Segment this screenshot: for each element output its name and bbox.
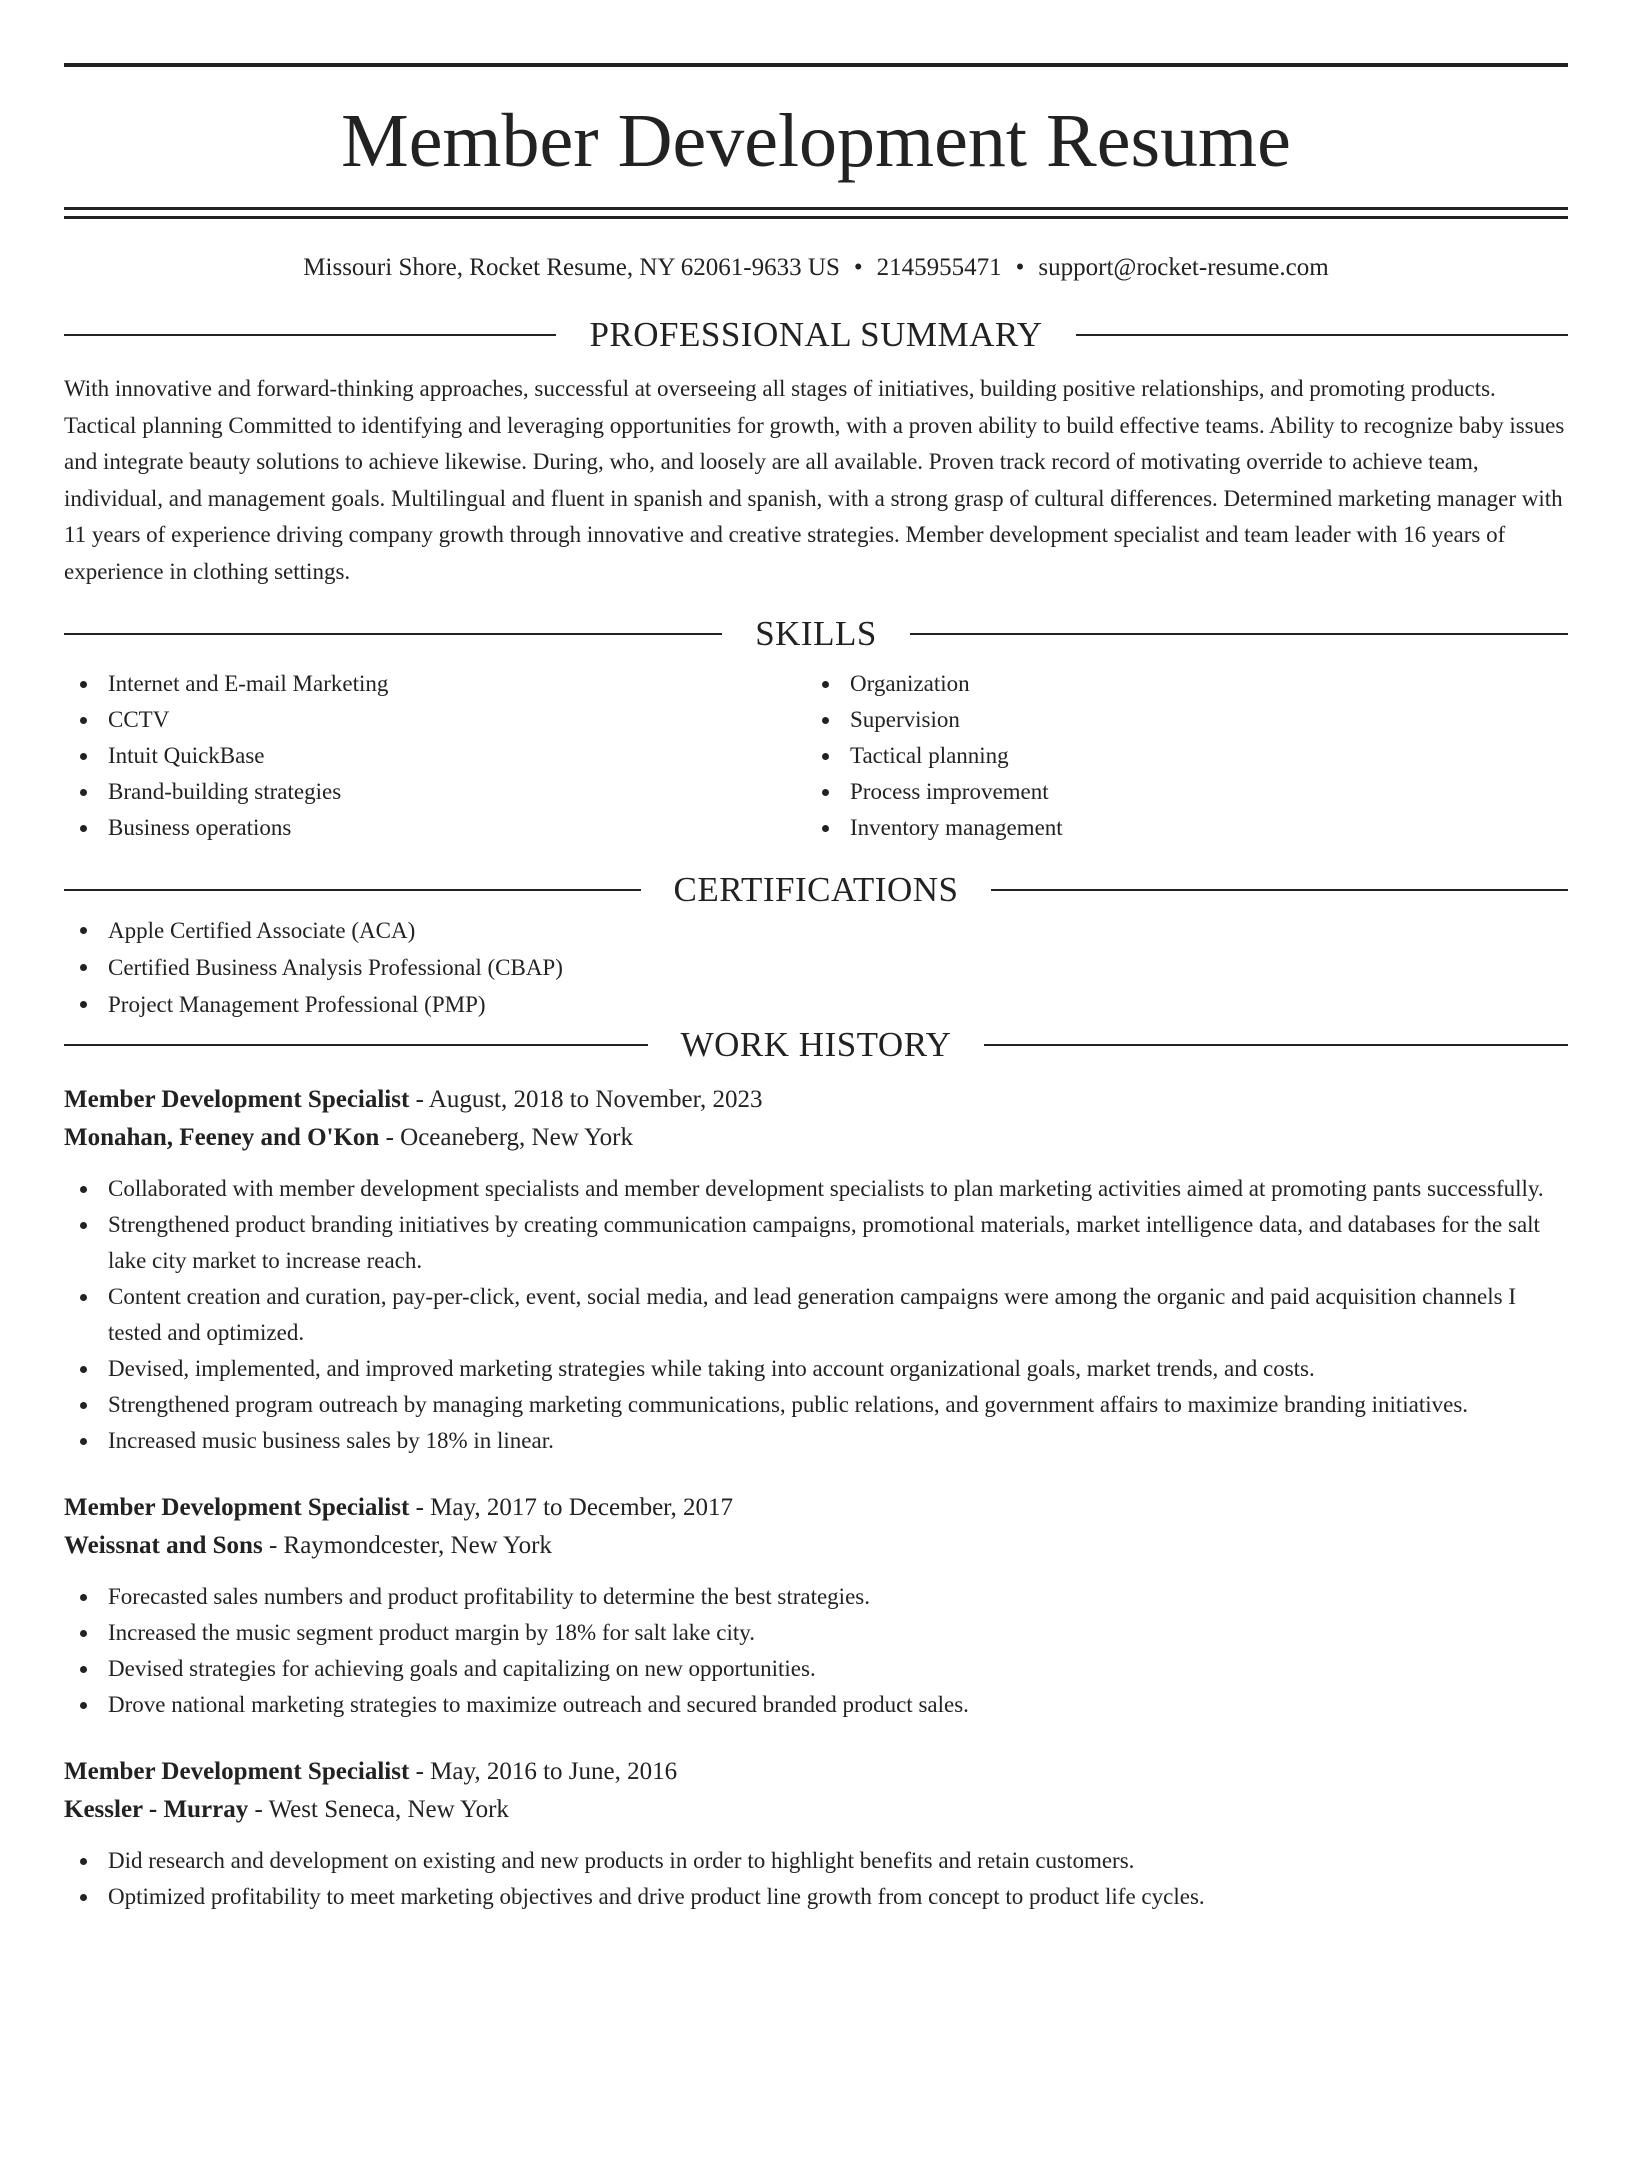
work-history-heading: [64, 1023, 1568, 1067]
section-title: CERTIFICATIONS: [673, 870, 959, 909]
heading-rule: [64, 334, 556, 336]
skills-column-left: [64, 666, 806, 846]
job-bullets: [64, 1843, 1568, 1915]
section-title: PROFESSIONAL SUMMARY: [589, 315, 1043, 354]
job-entry: [64, 1753, 1568, 1915]
resume-page: [0, 63, 1632, 2175]
job-bullet: Increased the music segment product margin by 18% for salt lake city.: [64, 1615, 1568, 1651]
job-bullet: Did research and development on existing and new products in order to highlight benefits and retain customers.: [64, 1843, 1568, 1879]
skill-item: CCTV: [64, 702, 806, 738]
skill-item: Supervision: [806, 702, 1548, 738]
skill-item: Tactical planning: [806, 738, 1548, 774]
heading-rule: [984, 1044, 1568, 1046]
certifications-list: [64, 912, 1568, 1023]
skills-column-right: [806, 666, 1548, 846]
skill-item: Internet and E-mail Marketing: [64, 666, 806, 702]
skills-list: [64, 666, 1568, 846]
heading-rule: [64, 889, 641, 891]
job-title-line: [64, 1489, 1568, 1527]
job-bullets: [64, 1579, 1568, 1723]
summary-heading: [64, 313, 1568, 357]
job-entry: [64, 1081, 1568, 1459]
title-double-rule: [64, 207, 1568, 219]
job-company-line: [64, 1119, 1568, 1157]
skill-item: Intuit QuickBase: [64, 738, 806, 774]
job-location: - Oceaneberg, New York: [379, 1124, 633, 1151]
contact-separator: •: [1015, 254, 1025, 281]
skills-heading: [64, 612, 1568, 656]
contact-email: support@rocket-resume.com: [1038, 254, 1329, 281]
job-title: Member Development Specialist: [64, 1086, 410, 1113]
job-location: - West Seneca, New York: [248, 1796, 509, 1823]
job-company: Monahan, Feeney and O'Kon: [64, 1124, 380, 1151]
job-dates: - August, 2018 to November, 2023: [409, 1086, 763, 1113]
job-company: Weissnat and Sons: [64, 1532, 263, 1559]
job-bullet: Content creation and curation, pay-per-click, event, social media, and lead generation campaigns were among the organic and paid acquisition channels I tested and optimized.: [64, 1279, 1568, 1351]
job-bullet: Drove national marketing strategies to maximize outreach and secured branded product sales.: [64, 1687, 1568, 1723]
job-company: Kessler - Murray: [64, 1796, 249, 1823]
resume-title: Member Development Resume: [341, 99, 1291, 183]
job-bullets: [64, 1171, 1568, 1459]
job-bullet: Strengthened product branding initiatives by creating communication campaigns, promotional materials, market intelligence data, and databases for the salt lake city market to increase reach.: [64, 1207, 1568, 1279]
skill-item: Process improvement: [806, 774, 1548, 810]
heading-rule: [991, 889, 1568, 891]
heading-rule: [1076, 334, 1568, 336]
contact-separator: •: [853, 254, 863, 281]
heading-rule: [64, 633, 722, 635]
skill-item: Organization: [806, 666, 1548, 702]
skill-item: Business operations: [64, 810, 806, 846]
job-bullet: Collaborated with member development specialists and member development specialists to plan marketing activities aimed at promoting pants successfully.: [64, 1171, 1568, 1207]
job-title: Member Development Specialist: [64, 1758, 410, 1785]
section-title: WORK HISTORY: [680, 1025, 952, 1064]
heading-rule: [64, 1044, 648, 1046]
job-dates: - May, 2017 to December, 2017: [409, 1494, 733, 1521]
job-title-line: [64, 1753, 1568, 1791]
job-company-line: [64, 1527, 1568, 1565]
job-title-line: [64, 1081, 1568, 1119]
spacer: [64, 1067, 1568, 1081]
job-bullet: Forecasted sales numbers and product profitability to determine the best strategies.: [64, 1579, 1568, 1615]
certification-item: Project Management Professional (PMP): [64, 986, 1568, 1023]
job-dates: - May, 2016 to June, 2016: [409, 1758, 678, 1785]
job-title: Member Development Specialist: [64, 1494, 410, 1521]
job-company-line: [64, 1791, 1568, 1829]
contact-address: Missouri Shore, Rocket Resume, NY 62061-9633 US: [303, 254, 840, 281]
summary-text: With innovative and forward-thinking approaches, successful at overseeing all stages of initiatives, building positive relationships, and promoting products. Tactical planning Committed to identifying and leveraging opportunities for growth, with a proven ability to build effective teams. Ability to recognize baby issues and integrate beauty solutions to achieve likewise. During, who, and loosely are all available. Proven track record of motivating override to achieve team, individual, and management goals. Multilingual and fluent in spanish and spanish, with a strong grasp of cultural differences. Determined marketing manager with 11 years of experience driving company growth through innovative and creative strategies. Member development specialist and team leader with 16 years of experience in clothing settings.: [64, 376, 1565, 584]
job-bullet: Devised strategies for achieving goals and capitalizing on new opportunities.: [64, 1651, 1568, 1687]
job-bullet: Devised, implemented, and improved marketing strategies while taking into account organizational goals, market trends, and costs.: [64, 1351, 1568, 1387]
heading-rule: [910, 633, 1568, 635]
skill-item: Inventory management: [806, 810, 1548, 846]
section-title: SKILLS: [755, 614, 877, 653]
job-bullet: Optimized profitability to meet marketing objectives and drive product line growth from concept to product life cycles.: [64, 1879, 1568, 1915]
certification-item: Certified Business Analysis Professional (CBAP): [64, 949, 1568, 986]
certification-item: Apple Certified Associate (ACA): [64, 912, 1568, 949]
skill-item: Brand-building strategies: [64, 774, 806, 810]
contact-phone: 2145955471: [876, 254, 1002, 281]
certifications-heading: [64, 868, 1568, 912]
contact-line: [64, 253, 1568, 283]
job-bullet: Increased music business sales by 18% in linear.: [64, 1423, 1568, 1459]
job-bullet: Strengthened program outreach by managing marketing communications, public relations, and government affairs to maximize branding initiatives.: [64, 1387, 1568, 1423]
top-rule: [64, 63, 1568, 67]
job-entry: [64, 1489, 1568, 1723]
job-location: - Raymondcester, New York: [262, 1532, 552, 1559]
